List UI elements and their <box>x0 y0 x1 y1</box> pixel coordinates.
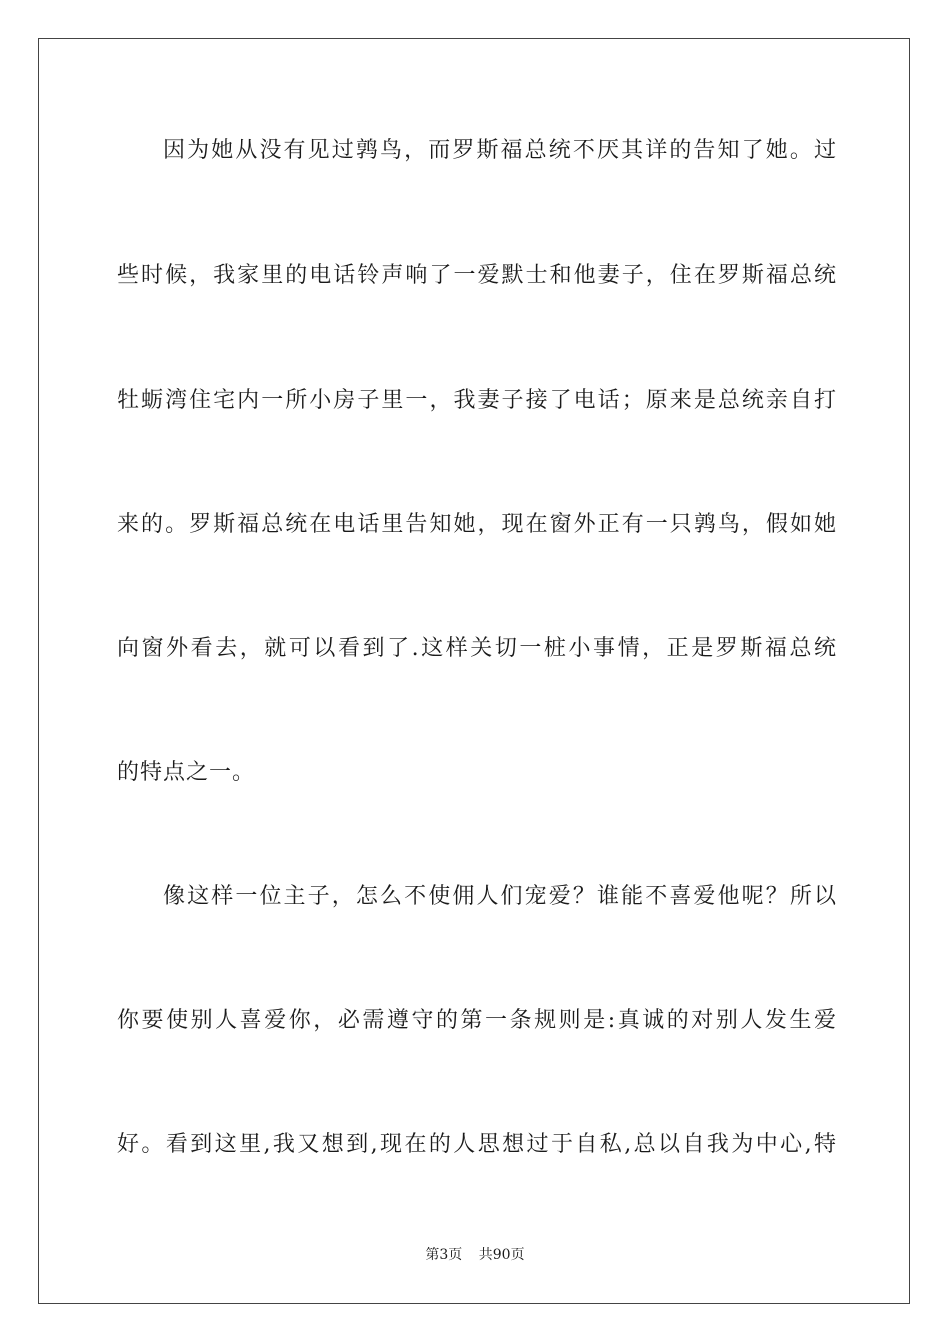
text-line: 好。看到这里,我又想到,现在的人思想过于自私,总以自我为中心,特 <box>117 1132 837 1157</box>
text-line: 牡蛎湾住宅内一所小房子里一，我妻子接了电话；原来是总统亲自打 <box>117 388 837 413</box>
text-line: 向窗外看去，就可以看到了.这样关切一桩小事情，正是罗斯福总统 <box>117 636 837 661</box>
text-line: 的特点之一。 <box>117 760 256 785</box>
page-border <box>38 38 910 1304</box>
text-line: 像这样一位主子，怎么不使佣人们宠爱？谁能不喜爱他呢？所以 <box>163 884 837 909</box>
page-total: 共90页 <box>478 1247 525 1263</box>
text-line: 些时候，我家里的电话铃声响了一爱默士和他妻子，住在罗斯福总统 <box>117 263 837 288</box>
text-line: 来的。罗斯福总统在电话里告知她，现在窗外正有一只鹑鸟，假如她 <box>117 512 837 537</box>
page-number: 第3页 <box>425 1247 463 1263</box>
text-line: 因为她从没有见过鹑鸟，而罗斯福总统不厌其详的告知了她。过 <box>163 138 837 163</box>
page-footer <box>0 1246 950 1264</box>
text-line: 你要使别人喜爱你，必需遵守的第一条规则是:真诚的对别人发生爱 <box>117 1008 837 1033</box>
